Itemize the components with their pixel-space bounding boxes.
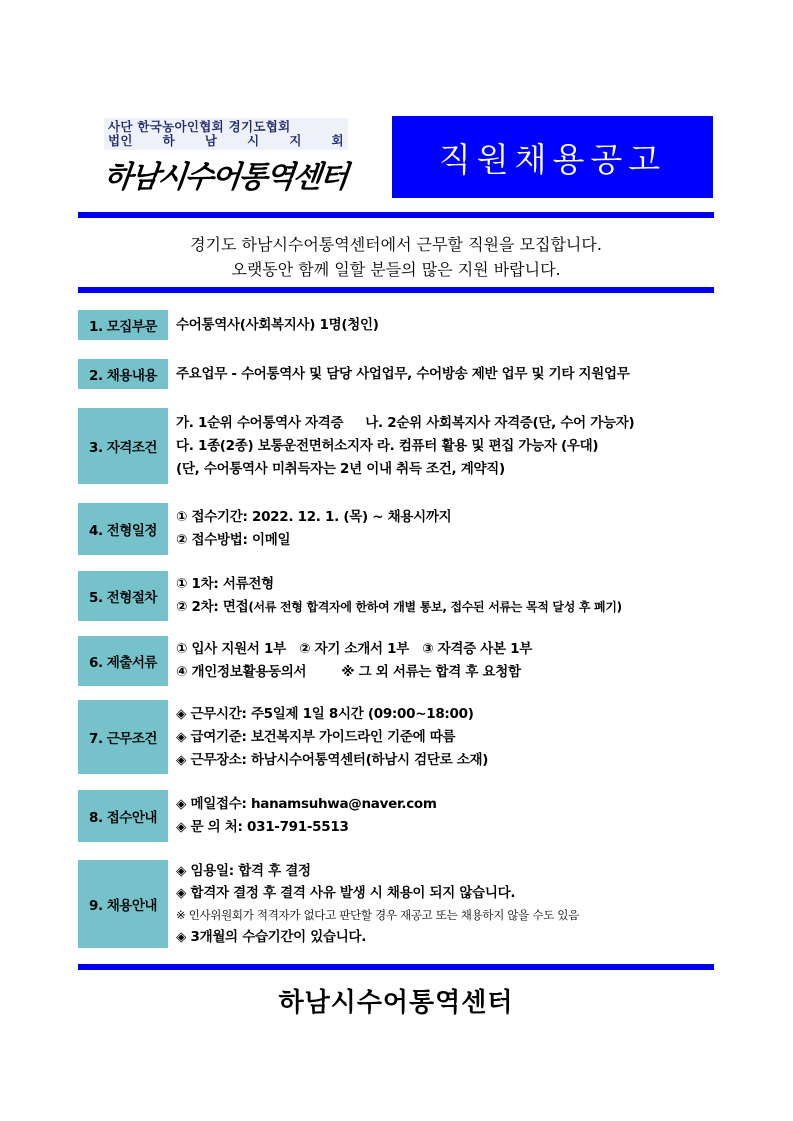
section-recruitment-field (78, 310, 718, 340)
section-application-info (78, 790, 718, 842)
section-line: 수어통역사(사회복지사) 1명(청인) (176, 316, 379, 333)
page-title: 직원채용공고 (392, 116, 713, 198)
section-line: ① 입사 지원서 1부 ② 자기 소개서 1부 ③ 자격증 사본 1부 (176, 641, 533, 657)
section-qualifications (78, 408, 718, 484)
section-label: 5. 전형절차 (78, 571, 168, 621)
section-procedure (78, 571, 718, 621)
logo-calligraphy-name: 하남시수어통역센터 (101, 160, 349, 195)
logo-org-line1: 사단 한국농아인협회 경기도협회 (108, 119, 291, 134)
section-line: ④ 개인정보활용동의서 ※ 그 외 서류는 합격 후 요청함 (176, 664, 521, 680)
intro-line-2: 오랫동안 함께 일할 분들의 많은 지원 바랍니다. (231, 260, 561, 279)
section-label: 2. 채용내용 (78, 359, 168, 389)
section-line (176, 596, 622, 619)
divider-top (78, 212, 714, 218)
section-label: 3. 자격조건 (78, 408, 168, 484)
section-label: 8. 접수안내 (78, 790, 168, 842)
section-line: ① 접수기간: 2022. 12. 1. (목) ~ 채용시까지 (176, 509, 452, 525)
section-line: ◈ 급여기준: 보건복지부 가이드라인 기준에 따름 (176, 728, 456, 745)
section-label: 6. 제출서류 (78, 636, 168, 686)
section-content (168, 506, 451, 552)
section-documents (78, 636, 718, 686)
intro-text (78, 232, 714, 282)
section-line: ◈ 합격자 결정 후 결격 사유 발생 시 채용이 되지 않습니다. (176, 885, 516, 901)
section-line: ◈ 임용일: 합격 후 결정 (176, 863, 311, 879)
logo-org-word: 지 (289, 133, 302, 148)
section-label: 4. 전형일정 (78, 503, 168, 555)
section-hiring-info (78, 860, 718, 948)
logo-org-word: 남 (204, 133, 218, 148)
section-note: ※ 인사위원회가 적격자가 없다고 판단할 경우 재공고 또는 채용하지 않을 수도 있음 (176, 908, 579, 922)
section-line: ◈ 3개월의 수습기간이 있습니다. (176, 929, 367, 945)
logo-org-word: 법인 (108, 133, 133, 148)
divider-intro-bottom (78, 287, 714, 293)
section-content (168, 573, 622, 619)
divider-bottom (78, 964, 714, 970)
logo-org-text (104, 118, 348, 150)
section-content (168, 703, 488, 772)
section-label: 9. 채용안내 (78, 860, 168, 948)
section-content (168, 314, 379, 337)
section-content (168, 638, 532, 684)
interview-step: ② 2차: 면접 (176, 599, 249, 615)
section-line: ① 1차: 서류전형 (176, 576, 274, 592)
section-content (168, 860, 579, 948)
section-line: ◈ 근무장소: 하남시수어통역센터(하남시 검단로 소재) (176, 751, 489, 768)
logo-org-word: 하 (162, 133, 175, 148)
section-line: ② 접수방법: 이메일 (176, 532, 291, 548)
interview-note: (서류 전형 합격자에 한하여 개별 통보, 접수된 서류는 목적 달성 후 폐기) (248, 600, 622, 614)
section-line: 가. 1순위 수어통역사 자격증 나. 2순위 사회복지사 자격증(단, 수어 가능자) (176, 414, 635, 431)
section-line: ◈ 근무시간: 주5일제 1일 8시간 (09:00~18:00) (176, 705, 474, 722)
section-line: (단, 수어통역사 미취득자는 2년 이내 취득 조건, 계약직) (176, 460, 505, 477)
contact-email: ◈ 메일접수: hanamsuhwa@naver.com (176, 796, 437, 812)
footer-org-name: 하남시수어통역센터 (278, 988, 514, 1018)
section-content (168, 412, 634, 481)
section-label: 7. 근무조건 (78, 700, 168, 774)
section-job-content (78, 359, 718, 389)
intro-line-1: 경기도 하남시수어통역센터에서 근무할 직원을 모집합니다. (190, 235, 602, 254)
section-content (168, 363, 630, 386)
logo-org-word: 시 (247, 133, 260, 148)
section-working-conditions (78, 700, 718, 774)
section-content (168, 793, 437, 839)
section-line: 다. 1종(2종) 보통운전면허소지자 라. 컴퓨터 활용 및 편집 가능자 (우대) (176, 437, 599, 454)
logo-org-word: 회 (331, 133, 344, 148)
section-schedule (78, 503, 718, 555)
section-line: 주요업무 - 수어통역사 및 담당 사업업무, 수어방송 제반 업무 및 기타 지원업무 (176, 365, 630, 382)
logo-org-line2 (108, 134, 344, 148)
section-label: 1. 모집부문 (78, 310, 168, 340)
organization-logo (101, 118, 354, 200)
contact-phone: ◈ 문 의 처: 031-791-5513 (176, 819, 349, 835)
